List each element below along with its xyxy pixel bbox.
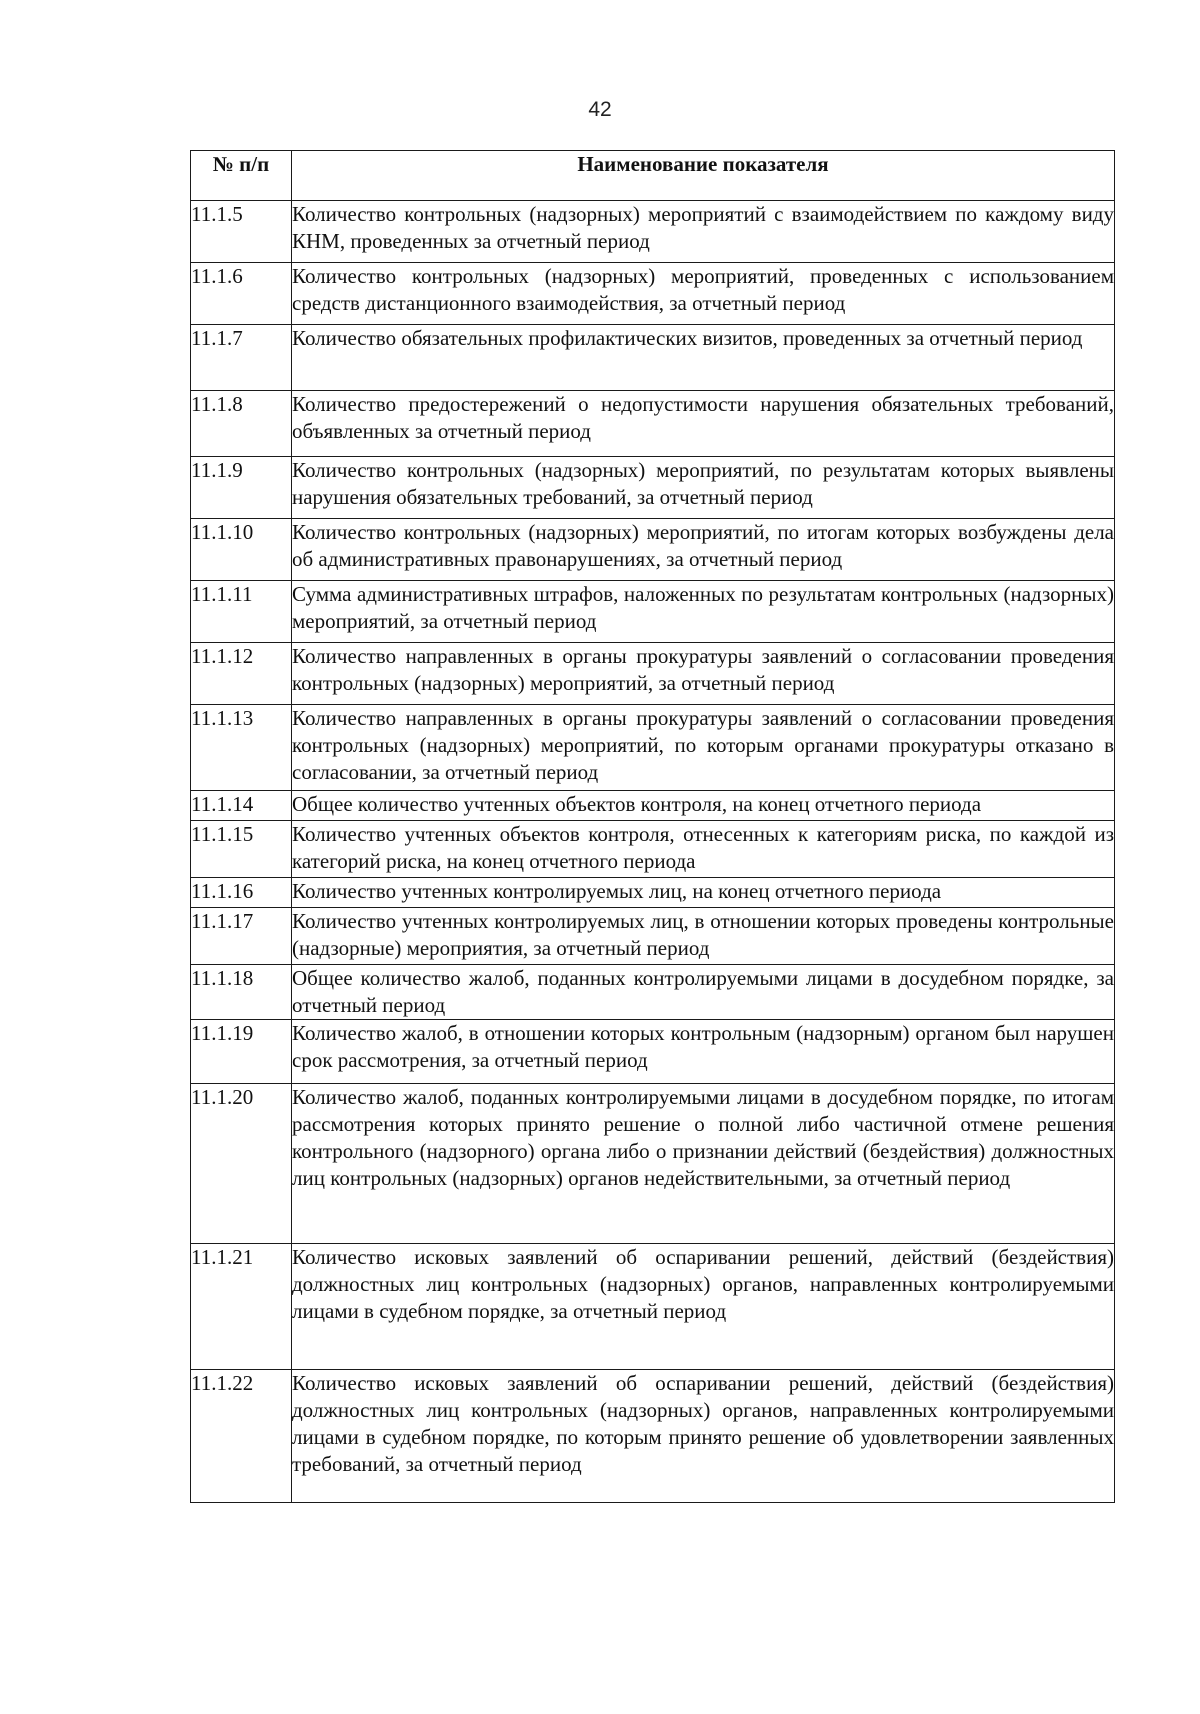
row-number: 11.1.10 — [191, 519, 292, 581]
indicators-table — [190, 150, 1115, 1503]
row-indicator-text: Количество направленных в органы прокуратуры заявлений о согласовании проведения контрольных (надзорных) мероприятий, по которым органами прокуратуры отказано в согласовании, за отчетный период — [292, 705, 1115, 791]
row-number: 11.1.21 — [191, 1244, 292, 1370]
table-row — [191, 325, 1115, 391]
row-indicator-text: Количество контрольных (надзорных) мероприятий, проведенных с использованием средств дистанционного взаимодействия, за отчетный период — [292, 263, 1115, 325]
row-number: 11.1.15 — [191, 821, 292, 878]
table-row — [191, 457, 1115, 519]
row-indicator-text: Количество обязательных профилактических визитов, проведенных за отчетный период — [292, 325, 1115, 391]
table-header-row — [191, 151, 1115, 201]
row-number: 11.1.6 — [191, 263, 292, 325]
row-number: 11.1.5 — [191, 201, 292, 263]
table-row — [191, 908, 1115, 965]
table-row — [191, 1084, 1115, 1244]
row-indicator-text: Количество контрольных (надзорных) мероприятий, по итогам которых возбуждены дела об административных правонарушениях, за отчетный период — [292, 519, 1115, 581]
table-row — [191, 1370, 1115, 1503]
table-row — [191, 263, 1115, 325]
row-indicator-text: Количество учтенных контролируемых лиц, в отношении которых проведены контрольные (надзорные) мероприятия, за отчетный период — [292, 908, 1115, 965]
row-number: 11.1.19 — [191, 1020, 292, 1084]
table-row — [191, 201, 1115, 263]
row-number: 11.1.17 — [191, 908, 292, 965]
table-row — [191, 705, 1115, 791]
table-row — [191, 643, 1115, 705]
table-row — [191, 878, 1115, 908]
row-number: 11.1.22 — [191, 1370, 292, 1503]
table-row — [191, 1020, 1115, 1084]
column-header-indicator-name: Наименование показателя — [292, 151, 1115, 201]
column-header-number: № п/п — [191, 151, 292, 201]
row-indicator-text: Количество жалоб, поданных контролируемыми лицами в досудебном порядке, по итогам рассмотрения которых принято решение о полной либо частичной отмене решения контрольного (надзорного) органа либо о признании действий (бездействия) должностных лиц контрольных (надзорных) органов недействительными, за отчетный период — [292, 1084, 1115, 1244]
row-indicator-text: Количество контрольных (надзорных) мероприятий, по результатам которых выявлены нарушения обязательных требований, за отчетный период — [292, 457, 1115, 519]
table-row — [191, 1244, 1115, 1370]
page-number: 42 — [588, 98, 612, 121]
row-indicator-text: Сумма административных штрафов, наложенных по результатам контрольных (надзорных) мероприятий, за отчетный период — [292, 581, 1115, 643]
row-number: 11.1.7 — [191, 325, 292, 391]
row-number: 11.1.8 — [191, 391, 292, 457]
table-row — [191, 791, 1115, 821]
row-indicator-text: Количество контрольных (надзорных) мероприятий с взаимодействием по каждому виду КНМ, проведенных за отчетный период — [292, 201, 1115, 263]
row-indicator-text: Количество исковых заявлений об оспаривании решений, действий (бездействия) должностных лиц контрольных (надзорных) органов, направленных контролируемыми лицами в судебном порядке, за отчетный период — [292, 1244, 1115, 1370]
table-row — [191, 519, 1115, 581]
table-row — [191, 581, 1115, 643]
row-number: 11.1.13 — [191, 705, 292, 791]
row-number: 11.1.11 — [191, 581, 292, 643]
row-indicator-text: Количество учтенных контролируемых лиц, на конец отчетного периода — [292, 878, 1115, 908]
row-indicator-text: Количество жалоб, в отношении которых контрольным (надзорным) органом был нарушен срок рассмотрения, за отчетный период — [292, 1020, 1115, 1084]
row-indicator-text: Общее количество учтенных объектов контроля, на конец отчетного периода — [292, 791, 1115, 821]
row-number: 11.1.14 — [191, 791, 292, 821]
row-number: 11.1.16 — [191, 878, 292, 908]
table-row — [191, 391, 1115, 457]
row-indicator-text: Общее количество жалоб, поданных контролируемыми лицами в досудебном порядке, за отчетный период — [292, 965, 1115, 1020]
row-number: 11.1.12 — [191, 643, 292, 705]
row-number: 11.1.18 — [191, 965, 292, 1020]
row-number: 11.1.20 — [191, 1084, 292, 1244]
row-indicator-text: Количество учтенных объектов контроля, отнесенных к категориям риска, по каждой из категорий риска, на конец отчетного периода — [292, 821, 1115, 878]
row-indicator-text: Количество исковых заявлений об оспаривании решений, действий (бездействия) должностных лиц контрольных (надзорных) органов, направленных контролируемыми лицами в судебном порядке, по которым принято решение об удовлетворении заявленных требований, за отчетный период — [292, 1370, 1115, 1503]
table-row — [191, 821, 1115, 878]
row-number: 11.1.9 — [191, 457, 292, 519]
row-indicator-text: Количество предостережений о недопустимости нарушения обязательных требований, объявленных за отчетный период — [292, 391, 1115, 457]
table-row — [191, 965, 1115, 1020]
row-indicator-text: Количество направленных в органы прокуратуры заявлений о согласовании проведения контрольных (надзорных) мероприятий, за отчетный период — [292, 643, 1115, 705]
